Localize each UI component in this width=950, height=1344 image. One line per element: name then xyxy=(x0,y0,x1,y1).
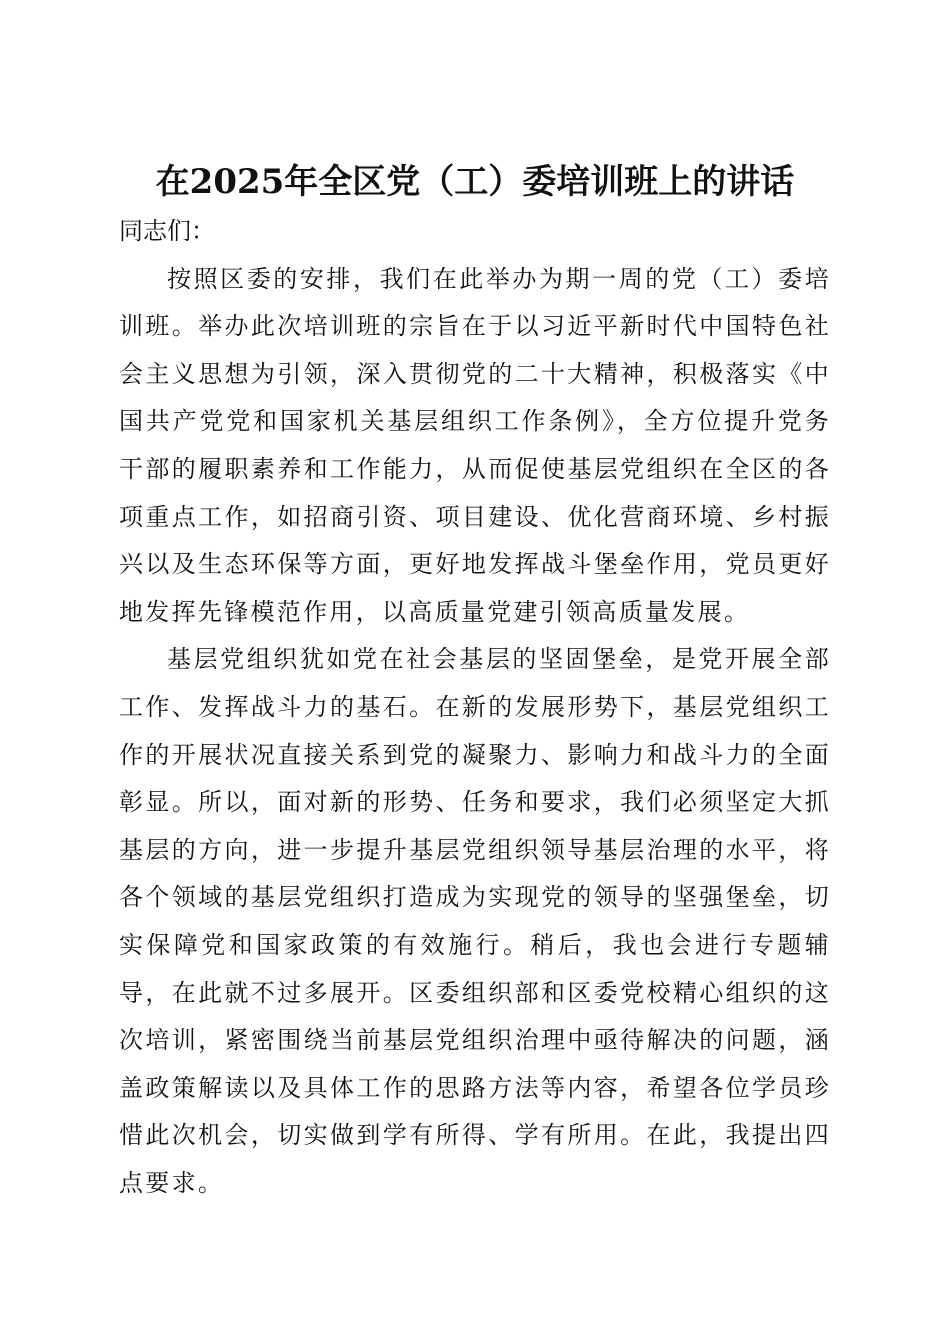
document-body xyxy=(119,208,831,1207)
paragraph-2: 基层党组织犹如党在社会基层的坚固堡垒，是党开展全部工作、发挥战斗力的基石。在新的发展形势下，基层党组织工作的开展状况直接关系到党的凝聚力、影响力和战斗力的全面彰显。所以，面对新的形势、任务和要求，我们必须坚定大抓基层的方向，进一步提升基层党组织领导基层治理的水平，将各个领域的基层党组织打造成为实现党的领导的坚强堡垒，切实保障党和国家政策的有效施行。稍后，我也会进行专题辅导，在此就不过多展开。区委组织部和区委党校精心组织的这次培训，紧密围绕当前基层党组织治理中亟待解决的问题，涵盖政策解读以及具体工作的思路方法等内容，希望各位学员珍惜此次机会，切实做到学有所得、学有所用。在此，我提出四点要求。 xyxy=(119,645,831,1197)
paragraph-1: 按照区委的安排，我们在此举办为期一周的党（工）委培训班。举办此次培训班的宗旨在于以习近平新时代中国特色社会主义思想为引领，深入贯彻党的二十大精神，积极落实《中国共产党党和国家机关基层组织工作条例》，全方位提升党务干部的履职素养和工作能力，从而促使基层党组织在全区的各项重点工作，如招商引资、项目建设、优化营商环境、乡村振兴以及生态环保等方面，更好地发挥战斗堡垒作用，党员更好地发挥先锋模范作用，以高质量党建引领高质量发展。 xyxy=(119,264,831,626)
document-title: 在2025年全区党（工）委培训班上的讲话 xyxy=(155,161,795,202)
salutation: 同志们： xyxy=(119,217,215,245)
